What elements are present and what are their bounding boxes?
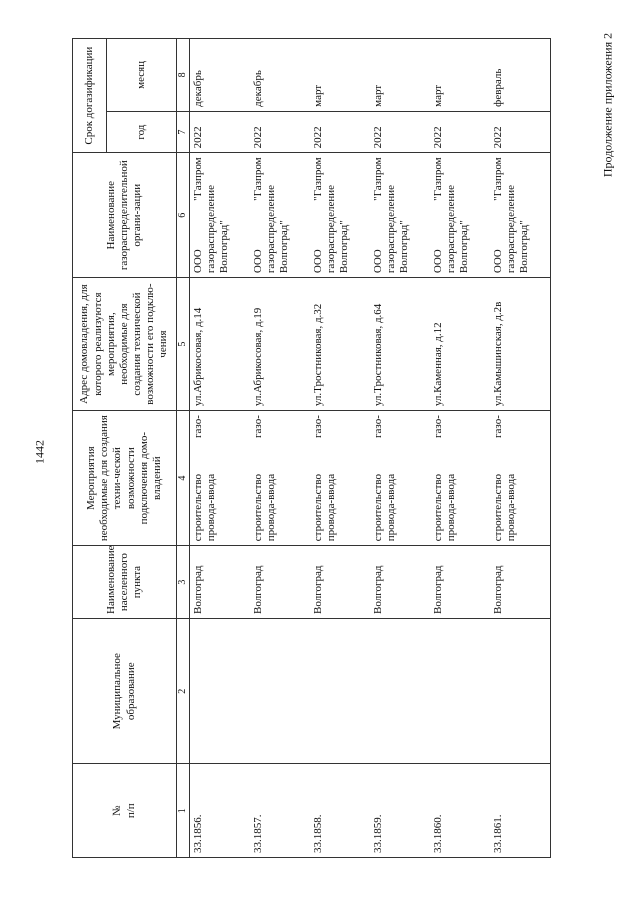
cell-year: 2022 bbox=[250, 111, 310, 153]
gasification-table bbox=[72, 38, 551, 858]
cell-activity: строительство газо-провода-ввода bbox=[430, 411, 490, 546]
cell-year: 2022 bbox=[490, 111, 551, 153]
column-number: 6 bbox=[177, 153, 190, 278]
cell-year: 2022 bbox=[430, 111, 490, 153]
header-activities: Мероприятия необходимые для создания техни-ческой возможности подключения домо-владений bbox=[73, 411, 177, 546]
cell-org: ООО "Газпром газораспределение Волгоград" bbox=[370, 153, 430, 278]
cell-settlement: Волгоград bbox=[250, 546, 310, 619]
cell-num: 33.1859. bbox=[370, 764, 430, 858]
cell-org: ООО "Газпром газораспределение Волгоград" bbox=[430, 153, 490, 278]
cell-org: ООО "Газпром газораспределение Волгоград" bbox=[490, 153, 551, 278]
cell-municipality bbox=[370, 618, 430, 764]
cell-month: декабрь bbox=[250, 39, 310, 112]
cell-num: 33.1861. bbox=[490, 764, 551, 858]
table-row bbox=[310, 39, 370, 858]
column-number: 4 bbox=[177, 411, 190, 546]
cell-org: ООО "Газпром газораспределение Волгоград" bbox=[250, 153, 310, 278]
cell-month: март bbox=[430, 39, 490, 112]
table-row bbox=[370, 39, 430, 858]
column-number: 2 bbox=[177, 618, 190, 764]
cell-municipality bbox=[490, 618, 551, 764]
continuation-label: Продолжение приложения 2 bbox=[600, 32, 615, 178]
cell-address: ул.Камышинская, д.2в bbox=[490, 278, 551, 411]
column-number: 3 bbox=[177, 546, 190, 619]
column-number: 8 bbox=[177, 39, 190, 112]
header-year: год bbox=[107, 111, 177, 153]
table-body bbox=[190, 39, 551, 858]
table-row bbox=[430, 39, 490, 858]
cell-settlement: Волгоград bbox=[490, 546, 551, 619]
cell-address: ул.Абрикосовая, д.19 bbox=[250, 278, 310, 411]
cell-municipality bbox=[430, 618, 490, 764]
cell-settlement: Волгоград bbox=[430, 546, 490, 619]
cell-activity: строительство газо-провода-ввода bbox=[490, 411, 551, 546]
cell-org: ООО "Газпром газораспределение Волгоград" bbox=[190, 153, 251, 278]
table-row bbox=[190, 39, 251, 858]
cell-year: 2022 bbox=[310, 111, 370, 153]
cell-activity: строительство газо-провода-ввода bbox=[310, 411, 370, 546]
table-row bbox=[250, 39, 310, 858]
header-address: Адрес домовладения, для которого реализуются мероприятия, необходимые для создания технической возможности его подклю-чения bbox=[73, 278, 177, 411]
cell-settlement: Волгоград bbox=[310, 546, 370, 619]
header-month: месяц bbox=[107, 39, 177, 112]
column-number: 1 bbox=[177, 764, 190, 858]
header-num: № п/п bbox=[73, 764, 177, 858]
column-number-row bbox=[177, 39, 190, 858]
column-number: 5 bbox=[177, 278, 190, 411]
cell-address: ул.Абрикосовая, д.14 bbox=[190, 278, 251, 411]
column-number: 7 bbox=[177, 111, 190, 153]
cell-address: ул.Тростниковая, д.32 bbox=[310, 278, 370, 411]
cell-num: 33.1856. bbox=[190, 764, 251, 858]
cell-municipality bbox=[190, 618, 251, 764]
cell-settlement: Волгоград bbox=[190, 546, 251, 619]
cell-municipality bbox=[250, 618, 310, 764]
header-municipality: Муниципальное образование bbox=[73, 618, 177, 764]
cell-year: 2022 bbox=[190, 111, 251, 153]
cell-year: 2022 bbox=[370, 111, 430, 153]
cell-month: март bbox=[310, 39, 370, 112]
cell-municipality bbox=[310, 618, 370, 764]
cell-num: 33.1857. bbox=[250, 764, 310, 858]
cell-activity: строительство газо-провода-ввода bbox=[370, 411, 430, 546]
rotated-table-wrapper bbox=[72, 38, 602, 858]
cell-org: ООО "Газпром газораспределение Волгоград" bbox=[310, 153, 370, 278]
cell-num: 33.1860. bbox=[430, 764, 490, 858]
cell-activity: строительство газо-провода-ввода bbox=[250, 411, 310, 546]
cell-month: март bbox=[370, 39, 430, 112]
cell-settlement: Волгоград bbox=[370, 546, 430, 619]
cell-address: ул.Каменная, д.12 bbox=[430, 278, 490, 411]
cell-month: декабрь bbox=[190, 39, 251, 112]
cell-month: февраль bbox=[490, 39, 551, 112]
cell-activity: строительство газо-провода-ввода bbox=[190, 411, 251, 546]
cell-address: ул.Тростниковая, д.64 bbox=[370, 278, 430, 411]
header-org: Наименование газораспределительной органи-зации bbox=[73, 153, 177, 278]
page-number: 1442 bbox=[32, 440, 47, 464]
header-deadline: Срок догазификации bbox=[73, 39, 107, 153]
header-settlement: Наименование населенного пункта bbox=[73, 546, 177, 619]
table-row bbox=[490, 39, 551, 858]
cell-num: 33.1858. bbox=[310, 764, 370, 858]
